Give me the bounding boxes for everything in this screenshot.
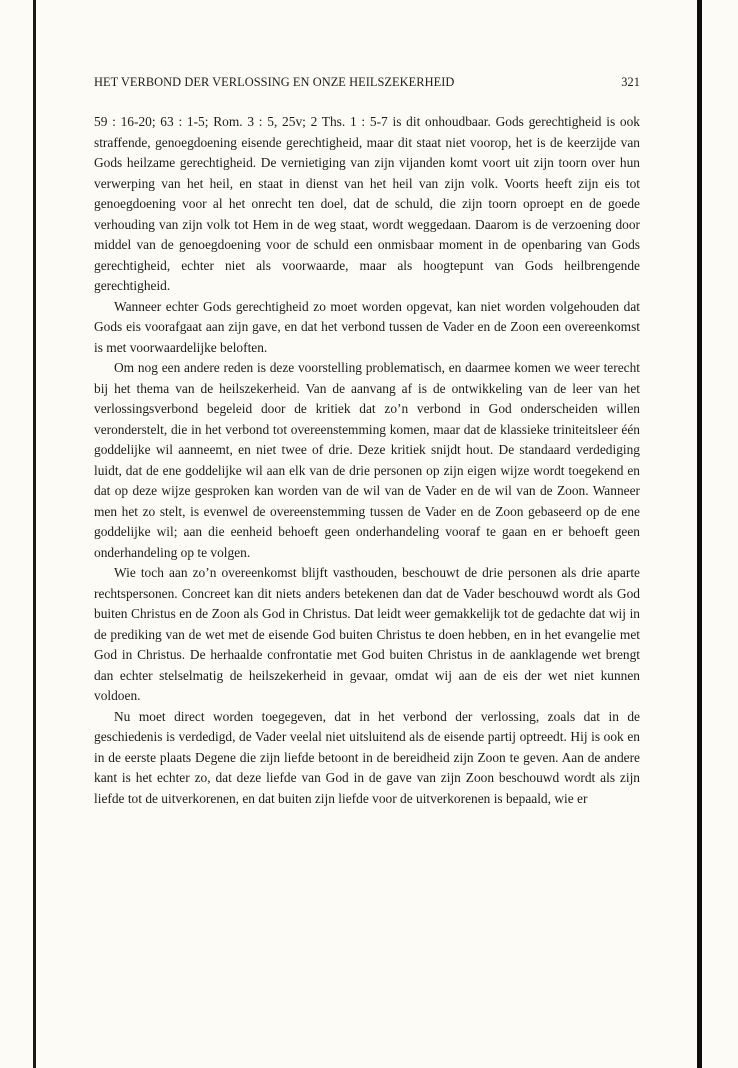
paragraph: Wanneer echter Gods gerechtigheid zo moet worden opgevat, kan niet worden volgehouden dat Gods eis voorafgaat aan zijn gave, en dat het verbond tussen de Vader en de Zoon een overeenkomst is met voorwaardelijke beloften. (94, 298, 640, 355)
paragraph: Om nog een andere reden is deze voorstelling problematisch, en daarmee komen we weer terecht bij het thema van de heilszekerheid. Van de aanvang af is de ontwikkeling van de leer van het verlossingsverbond begeleid door de kritiek dat zo’n verbond in God onderscheiden willen veronderstelt, die in het verbond tot overeenstemming komen, maar dat de klassieke triniteitsleer één goddelijke wil aanneemt, en niet twee of drie. Deze kritiek snijdt hout. De standaard verdediging luidt, dat de ene goddelijke wil aan elk van de drie personen op zijn eigen wijze wordt toegekend en dat op deze wijze gesproken kan worden van de wil van de Vader en de wil van de Zoon. Wanneer men het zo stelt, is evenwel de overeenstemming tussen de Vader en de Zoon gebaseerd op de ene goddelijke wil; aan die eenheid behoeft geen onderhandeling vooraf te gaan en er behoeft geen onderhandeling op te volgen. (94, 360, 640, 560)
scan-right-edge (697, 0, 702, 1068)
scan-left-edge (33, 0, 36, 1068)
page-number: 321 (621, 75, 640, 89)
paragraph-continuation: 59 : 16-20; 63 : 1-5; Rom. 3 : 5, 25v; 2 Ths. 1 : 5-7 is dit onhoudbaar. Gods gerechtigheid is ook straffende, genoegdoening eisende gerechtigheid, maar dit staat niet voorop, het is de keerzijde van Gods heilzame gerechtigheid. De vernietiging van zijn vijanden komt voort uit zijn toorn over hun verwerping van het heil, en staat in dienst van het heil van zijn volk. Voorts heeft zijn eis tot genoegdoening voor al het onrecht ten doel, dat de schuld, die zijn toorn oproept en de goede verhouding van zijn volk tot Hem in de weg staat, wordt weggedaan. Daarom is de verzoening door middel van de genoegdoening voor de schuld een onmisbaar moment in de openbaring van Gods gerechtigheid, echter niet als voorwaarde, maar als hoogtepunt van Gods heilbrengende gerechtigheid. (94, 114, 640, 293)
body-text (94, 112, 640, 809)
paragraph: Nu moet direct worden toegegeven, dat in het verbond der verlossing, zoals dat in de geschiedenis is verdedigd, de Vader veelal niet uitsluitend als de eisende partij optreedt. Hij is ook en in de eerste plaats Degene die zijn liefde betoont in de bereidheid zijn Zoon te geven. Aan de andere kant is het echter zo, dat deze liefde van God in de gave van zijn Zoon beschouwd wordt als zijn liefde tot de uitverkorenen, en dat buiten zijn liefde voor de uitverkorenen is bepaald, wie er (94, 708, 640, 806)
page-header (94, 75, 640, 93)
paragraph: Wie toch aan zo’n overeenkomst blijft vasthouden, beschouwt de drie personen als drie aparte rechtspersonen. Concreet kan dit niets anders betekenen dan dat de Vader beschouwd wordt als God buiten Christus en de Zoon als God in Christus. Dat leidt weer gemakkelijk tot de gedachte dat wij in de prediking van de wet met de eisende God buiten Christus te doen hebben, en in het evangelie met God in Christus. De herhaalde confrontatie met God buiten Christus in de aanklagende wet brengt dan echter stelselmatig de heilszekerheid in gevaar, omdat wij aan de eis der wet niet kunnen voldoen. (94, 565, 640, 703)
running-title: HET VERBOND DER VERLOSSING EN ONZE HEILSZEKERHEID (94, 75, 455, 89)
